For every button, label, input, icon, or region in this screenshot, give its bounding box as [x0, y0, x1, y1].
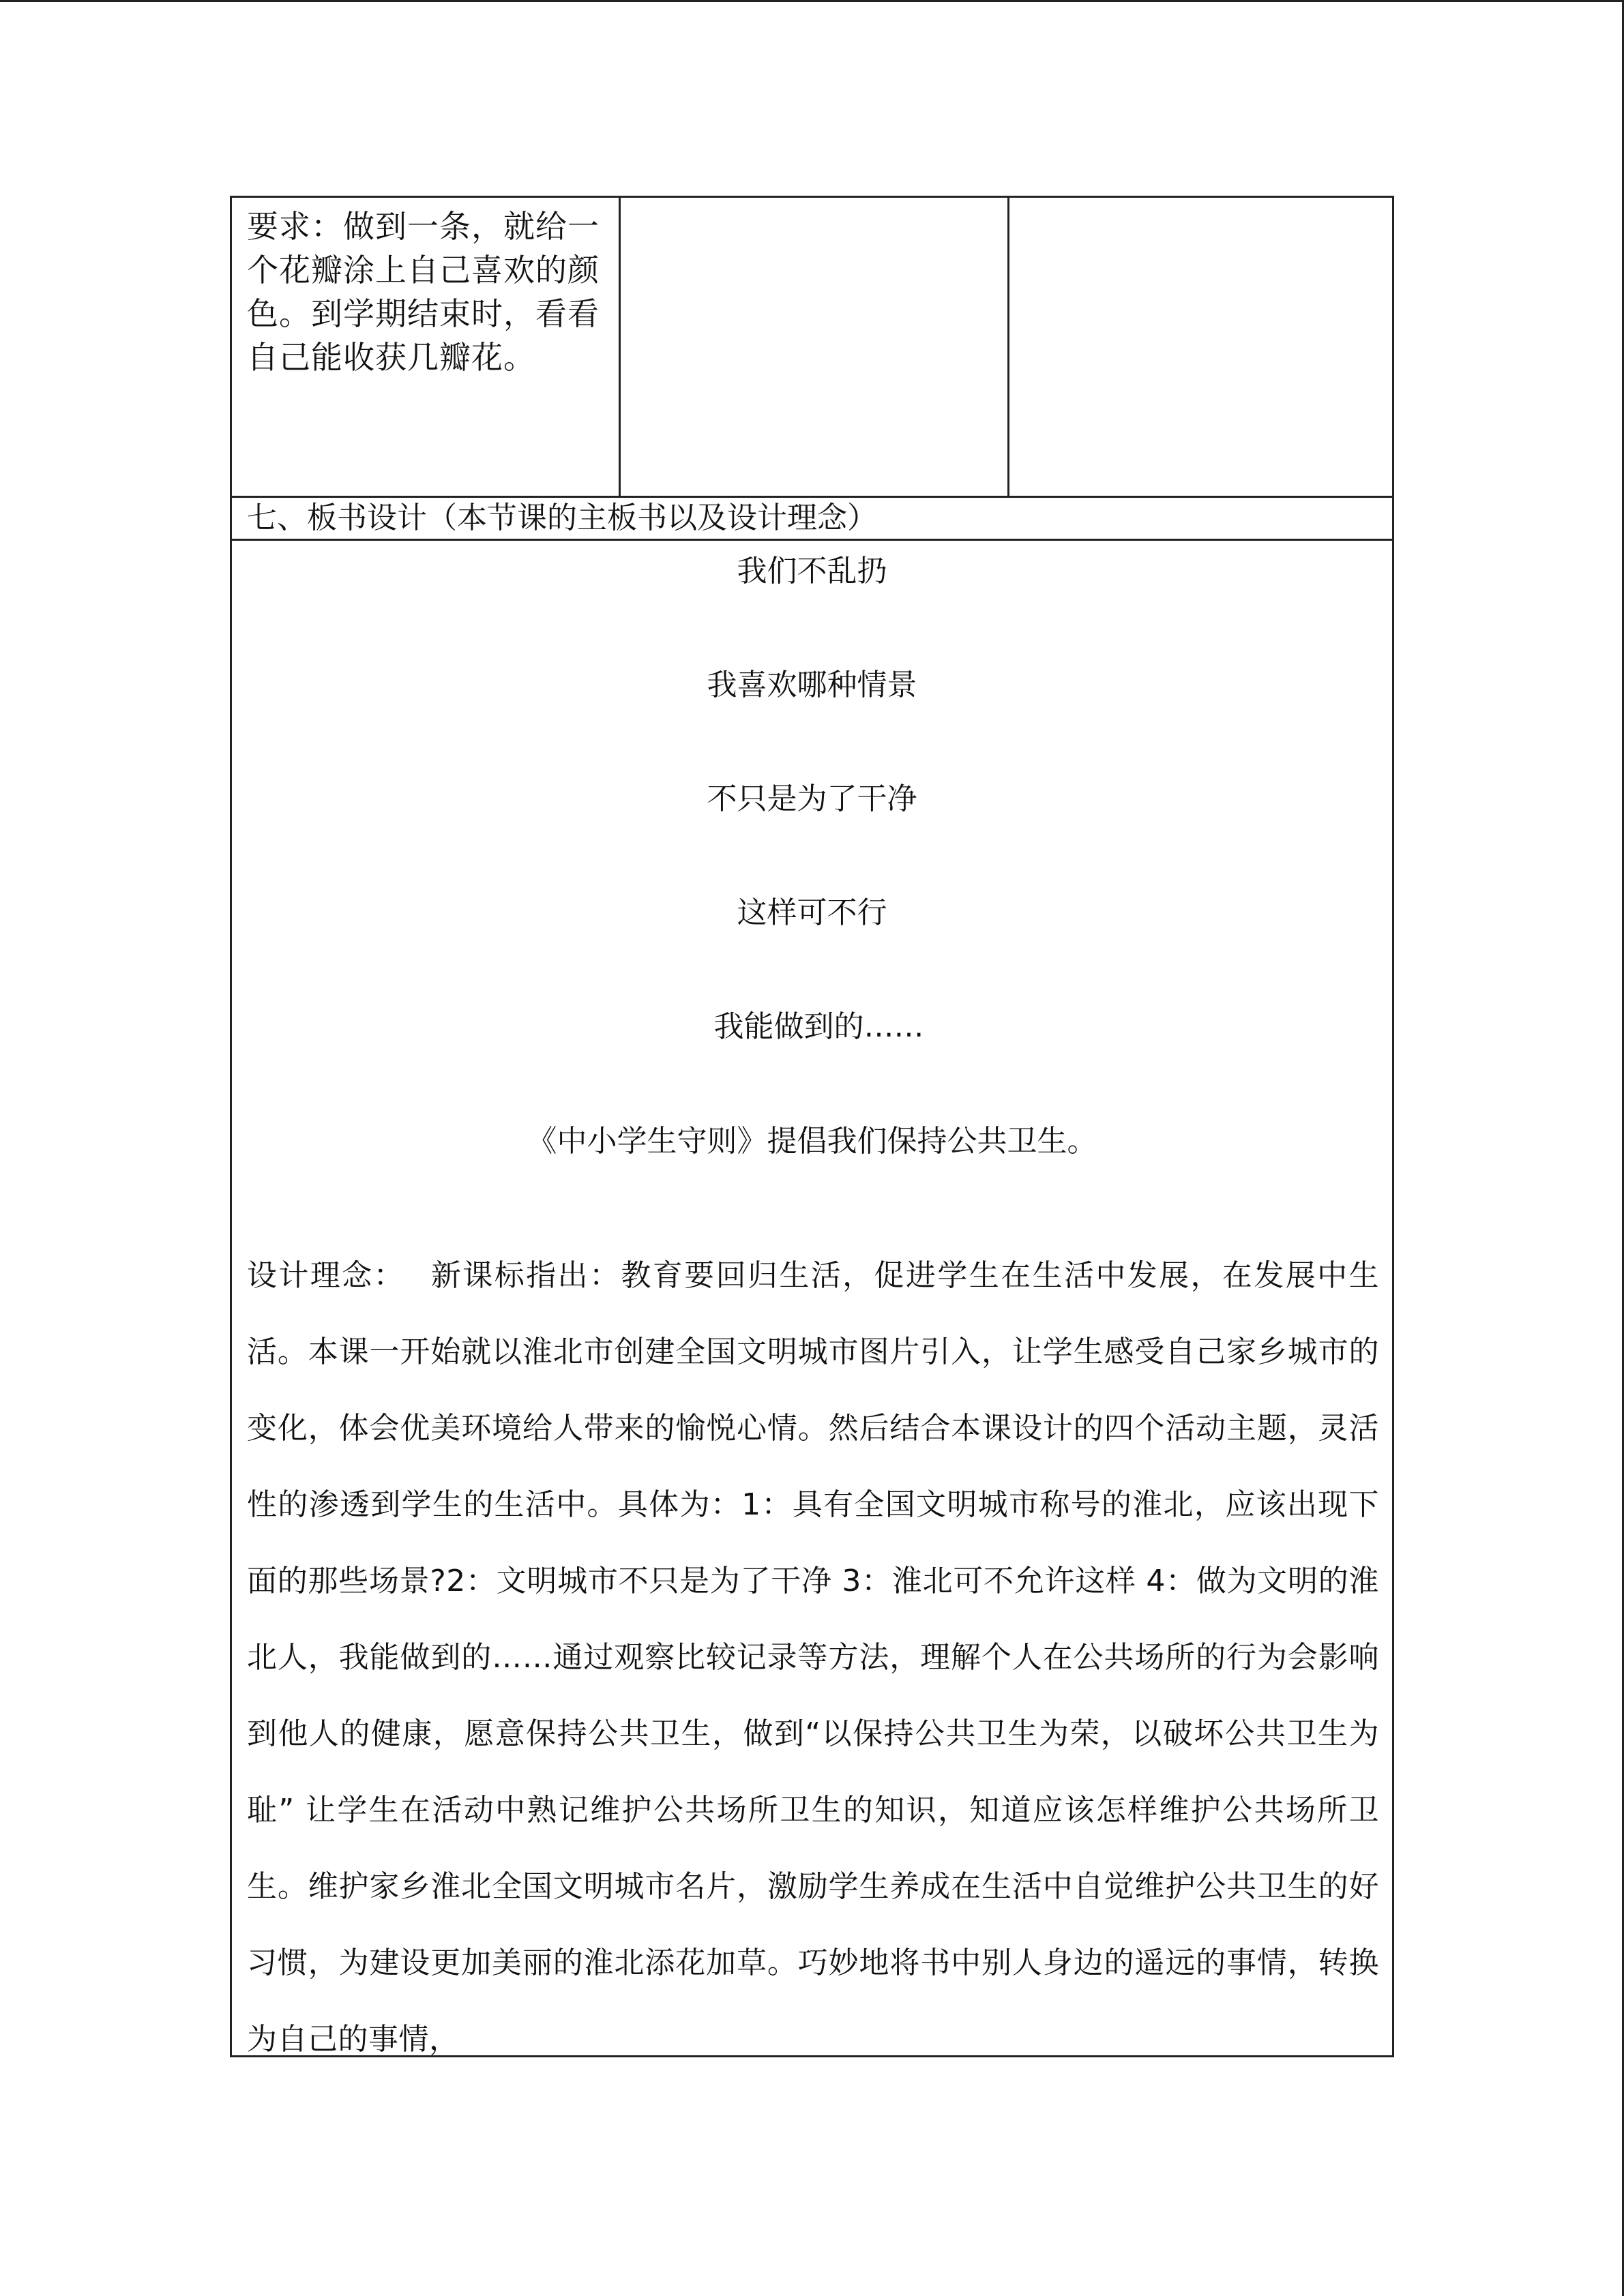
board-line: 我能做到的……	[713, 1009, 924, 1044]
board-line: 这样可不行	[737, 895, 887, 930]
section-title: 七、板书设计（本节课的主板书以及设计理念）	[247, 501, 877, 535]
table-row-evaluation	[232, 198, 1392, 498]
board-line: 我喜欢哪种情景	[707, 668, 917, 702]
board-line: 不只是为了干净	[707, 781, 917, 816]
design-rationale	[247, 1238, 1379, 2078]
board-line-rule: 《中小学生守则》提倡我们保持公共卫生。	[527, 1124, 1097, 1159]
table-row-section-heading	[232, 498, 1392, 541]
board-line-title: 我们不乱扔	[737, 554, 887, 588]
table-cell-empty-middle	[621, 198, 1009, 496]
table-row-board-design	[232, 541, 1392, 2057]
table-cell-requirement	[232, 198, 621, 496]
page-border-top	[0, 0, 1624, 2]
lesson-plan-table	[230, 196, 1394, 2057]
design-rationale-label: 设计理念：	[247, 1258, 405, 1293]
design-rationale-text: 新课标指出：教育要回归生活，促进学生在生活中发展，在发展中生活。本课一开始就以淮北市创建全国文明城市图片引入，让学生感受自己家乡城市的变化，体会优美环境给人带来的愉悦心情。然后结合本课设计的四个活动主题，灵活性的渗透到学生的生活中。具体为：1：具有全国文明城市称号的淮北，应该出现下面的那些场景?2：文明城市不只是为了干净 3：淮北可不允许这样 4：做为文明的淮北人，我能做到的……通过观察比较记录等方法，理解个人在公共场所的行为会影响到他人的健康，愿意保持公共卫生，做到“以保持公共卫生为荣，以破坏公共卫生为耻” 让学生在活动中熟记维护公共场所卫生的知识，知道应该怎样维护公共场所卫生。维护家乡淮北全国文明城市名片，激励学生养成在生活中自觉维护公共卫生的好习惯，为建设更加美丽的淮北添花加草。巧妙地将书中别人身边的遥远的事情，转换为自己的事情，	[247, 1258, 1380, 2057]
table-cell-empty-right	[1009, 198, 1394, 496]
requirement-text: 要求：做到一条，就给一个花瓣涂上自己喜欢的颜色。到学期结束时，看看自己能收获几瓣花。	[247, 208, 600, 376]
